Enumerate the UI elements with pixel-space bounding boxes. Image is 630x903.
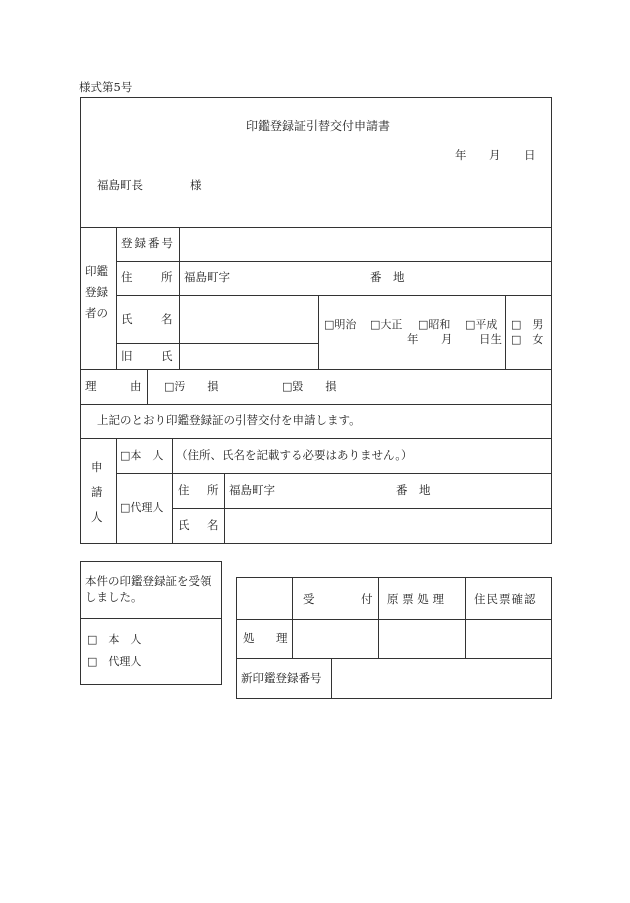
registrant-name-field[interactable] — [180, 296, 317, 342]
addressee: 福島町長 — [97, 178, 143, 192]
birth-year: 年 — [407, 332, 419, 346]
era-heisei-checkbox[interactable]: □平成 — [465, 318, 498, 331]
addressee-honorific: 様 — [190, 178, 202, 192]
receipt-agent-checkbox[interactable]: □ 代理人 — [87, 655, 142, 668]
registrant-label-2: 登録 — [85, 285, 108, 299]
registrant-former-name-field[interactable] — [180, 344, 317, 368]
registrant-former-name-label-1: 旧 — [121, 349, 133, 363]
office-processing-2: 理 — [276, 631, 288, 645]
registration-number-label: 登録番号 — [121, 236, 175, 250]
registrant-label-1: 印鑑 — [85, 264, 108, 278]
reason-label-1: 理 — [85, 379, 97, 393]
application-statement: 上記のとおり印鑑登録証の引替交付を申請します。 — [97, 413, 361, 427]
birth-month: 月 — [441, 332, 453, 346]
applicant-label-2: 請 — [91, 485, 103, 499]
applicant-label-3: 人 — [91, 510, 103, 524]
office-original-processing: 原 票 処 理 — [387, 592, 444, 606]
agent-address-label-1: 住 — [178, 483, 190, 497]
form-number: 様式第5号 — [79, 80, 133, 94]
registration-number-field[interactable] — [180, 228, 551, 260]
registrant-address-number: 番 地 — [370, 270, 405, 284]
agent-address-field[interactable] — [285, 474, 390, 507]
receipt-text-line-1: 本件の印鑑登録証を受領 — [85, 574, 212, 588]
sex-female-checkbox[interactable]: □ 女 — [511, 333, 544, 346]
registrant-former-name-label-2: 氏 — [161, 349, 173, 363]
registrant-label-3: 者の — [85, 306, 108, 320]
agent-address-prefix: 福島町字 — [229, 483, 275, 497]
receipt-self-checkbox[interactable]: □ 本 人 — [87, 633, 142, 646]
registrant-address-field[interactable] — [240, 262, 360, 294]
agent-name-label-2: 名 — [207, 518, 219, 532]
office-resident-check: 住民票確認 — [474, 592, 537, 606]
date-day: 日 — [524, 148, 536, 162]
office-processing-1: 処 — [243, 631, 255, 645]
reason-damaged-checkbox[interactable]: □毀 損 — [282, 380, 337, 393]
registrant-name-label-2: 名 — [161, 312, 173, 326]
form-title: 印鑑登録証引替交付申請書 — [246, 119, 391, 133]
registrant-address-prefix: 福島町字 — [184, 270, 230, 284]
reason-label-2: 由 — [130, 379, 142, 393]
agent-name-label-1: 氏 — [178, 518, 190, 532]
receipt-text-line-2: しました。 — [85, 590, 143, 604]
new-registration-number-field[interactable] — [332, 659, 551, 698]
reason-dirty-checkbox[interactable]: □汚 損 — [164, 380, 219, 393]
registrant-name-label-1: 氏 — [121, 312, 133, 326]
sex-male-checkbox[interactable]: □ 男 — [511, 318, 544, 331]
agent-name-field[interactable] — [225, 509, 551, 543]
agent-address-number: 番 地 — [396, 483, 431, 497]
applicant-self-note: （住所、氏名を記載する必要はありません。） — [176, 448, 413, 462]
office-accept-2: 付 — [361, 592, 373, 606]
era-showa-checkbox[interactable]: □昭和 — [418, 318, 451, 331]
agent-address-label-2: 所 — [207, 483, 219, 497]
date-year: 年 — [455, 148, 467, 162]
birth-day: 日生 — [479, 332, 502, 346]
office-accept-1: 受 — [303, 592, 315, 606]
office-new-registration-number: 新印鑑登録番号 — [241, 671, 322, 685]
era-meiji-checkbox[interactable]: □明治 — [324, 318, 357, 331]
date-month: 月 — [489, 148, 501, 162]
era-taisho-checkbox[interactable]: □大正 — [370, 318, 403, 331]
applicant-self-checkbox[interactable]: □本 人 — [120, 449, 164, 462]
registrant-address-label-1: 住 — [121, 270, 133, 284]
applicant-label-1: 申 — [91, 460, 103, 474]
registrant-address-label-2: 所 — [161, 270, 173, 284]
applicant-agent-checkbox[interactable]: □代理人 — [120, 501, 164, 514]
